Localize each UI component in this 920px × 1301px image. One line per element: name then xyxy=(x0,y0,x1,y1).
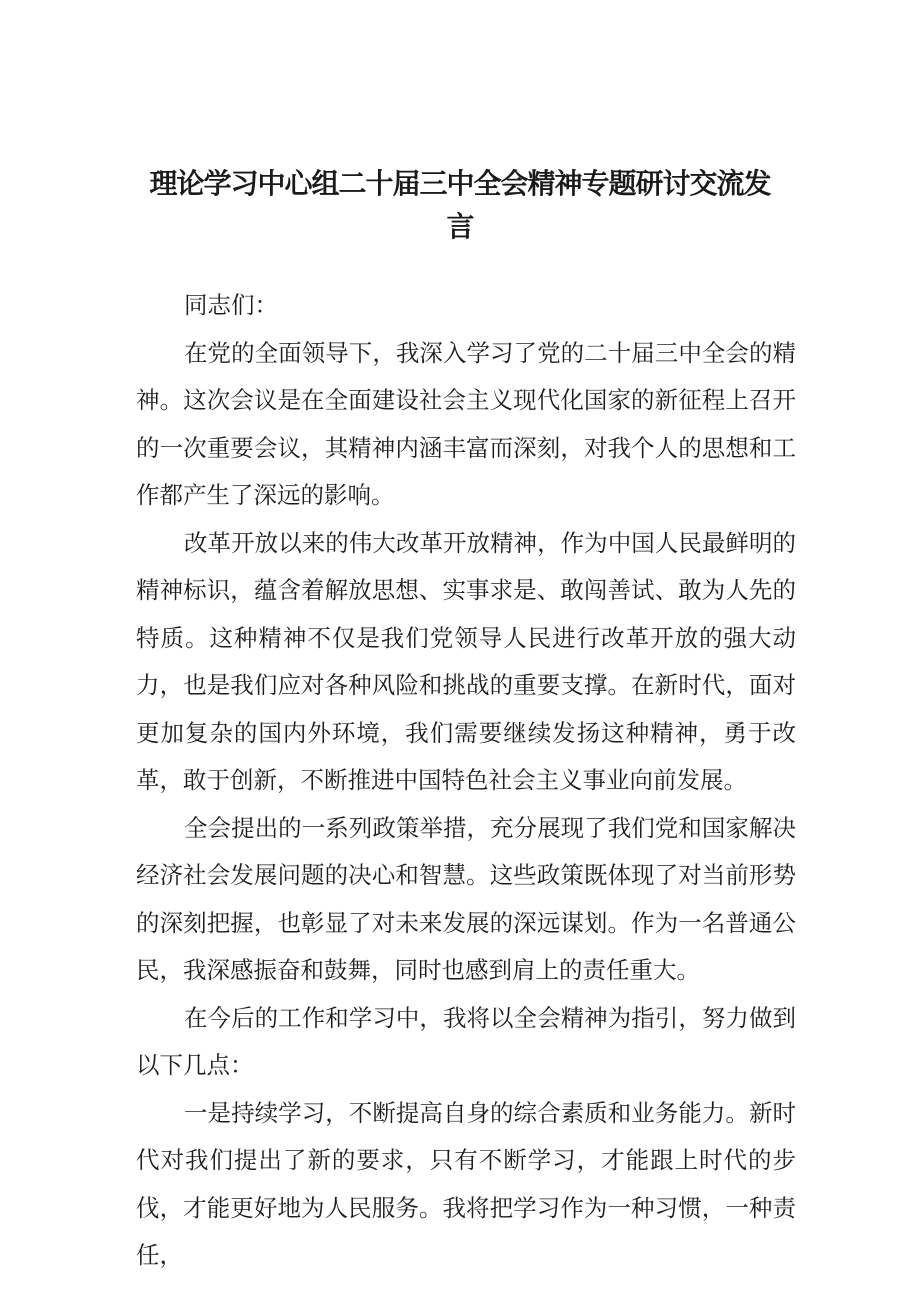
paragraph-4: 在今后的工作和学习中，我将以全会精神为指引，努力做到以下几点： xyxy=(136,1003,796,1079)
document-title-line-2: 言 xyxy=(446,210,474,243)
salutation: 同志们： xyxy=(184,291,278,319)
document-title-line-1: 理论学习中心组二十届三中全会精神专题研讨交流发 xyxy=(149,167,771,200)
paragraph-1: 在党的全面领导下，我深入学习了党的二十届三中全会的精神。这次会议是在全面建设社会主义现代化国家的新征程上召开的一次重要会议，其精神内涵丰富而深刻，对我个人的思想和工作都产生了深远的影响。 xyxy=(136,338,796,509)
document-body xyxy=(136,282,796,1280)
paragraph-5: 一是持续学习，不断提高自身的综合素质和业务能力。新时代对我们提出了新的要求，只有不断学习，才能跟上时代的步伐，才能更好地为人民服务。我将把学习作为一种习惯，一种责任， xyxy=(136,1098,796,1269)
paragraph-3: 全会提出的一系列政策举措，充分展现了我们党和国家解决经济社会发展问题的决心和智慧。这些政策既体现了对当前形势的深刻把握，也彰显了对未来发展的深远谋划。作为一名普通公民，我深感振奋和鼓舞，同时也感到肩上的责任重大。 xyxy=(136,813,796,984)
paragraph-2: 改革开放以来的伟大改革开放精神，作为中国人民最鲜明的精神标识，蕴含着解放思想、实事求是、敢闯善试、敢为人先的特质。这种精神不仅是我们党领导人民进行改革开放的强大动力，也是我们应对各种风险和挑战的重要支撑。在新时代，面对更加复杂的国内外环境，我们需要继续发扬这种精神，勇于改革，敢于创新，不断推进中国特色社会主义事业向前发展。 xyxy=(136,528,796,794)
